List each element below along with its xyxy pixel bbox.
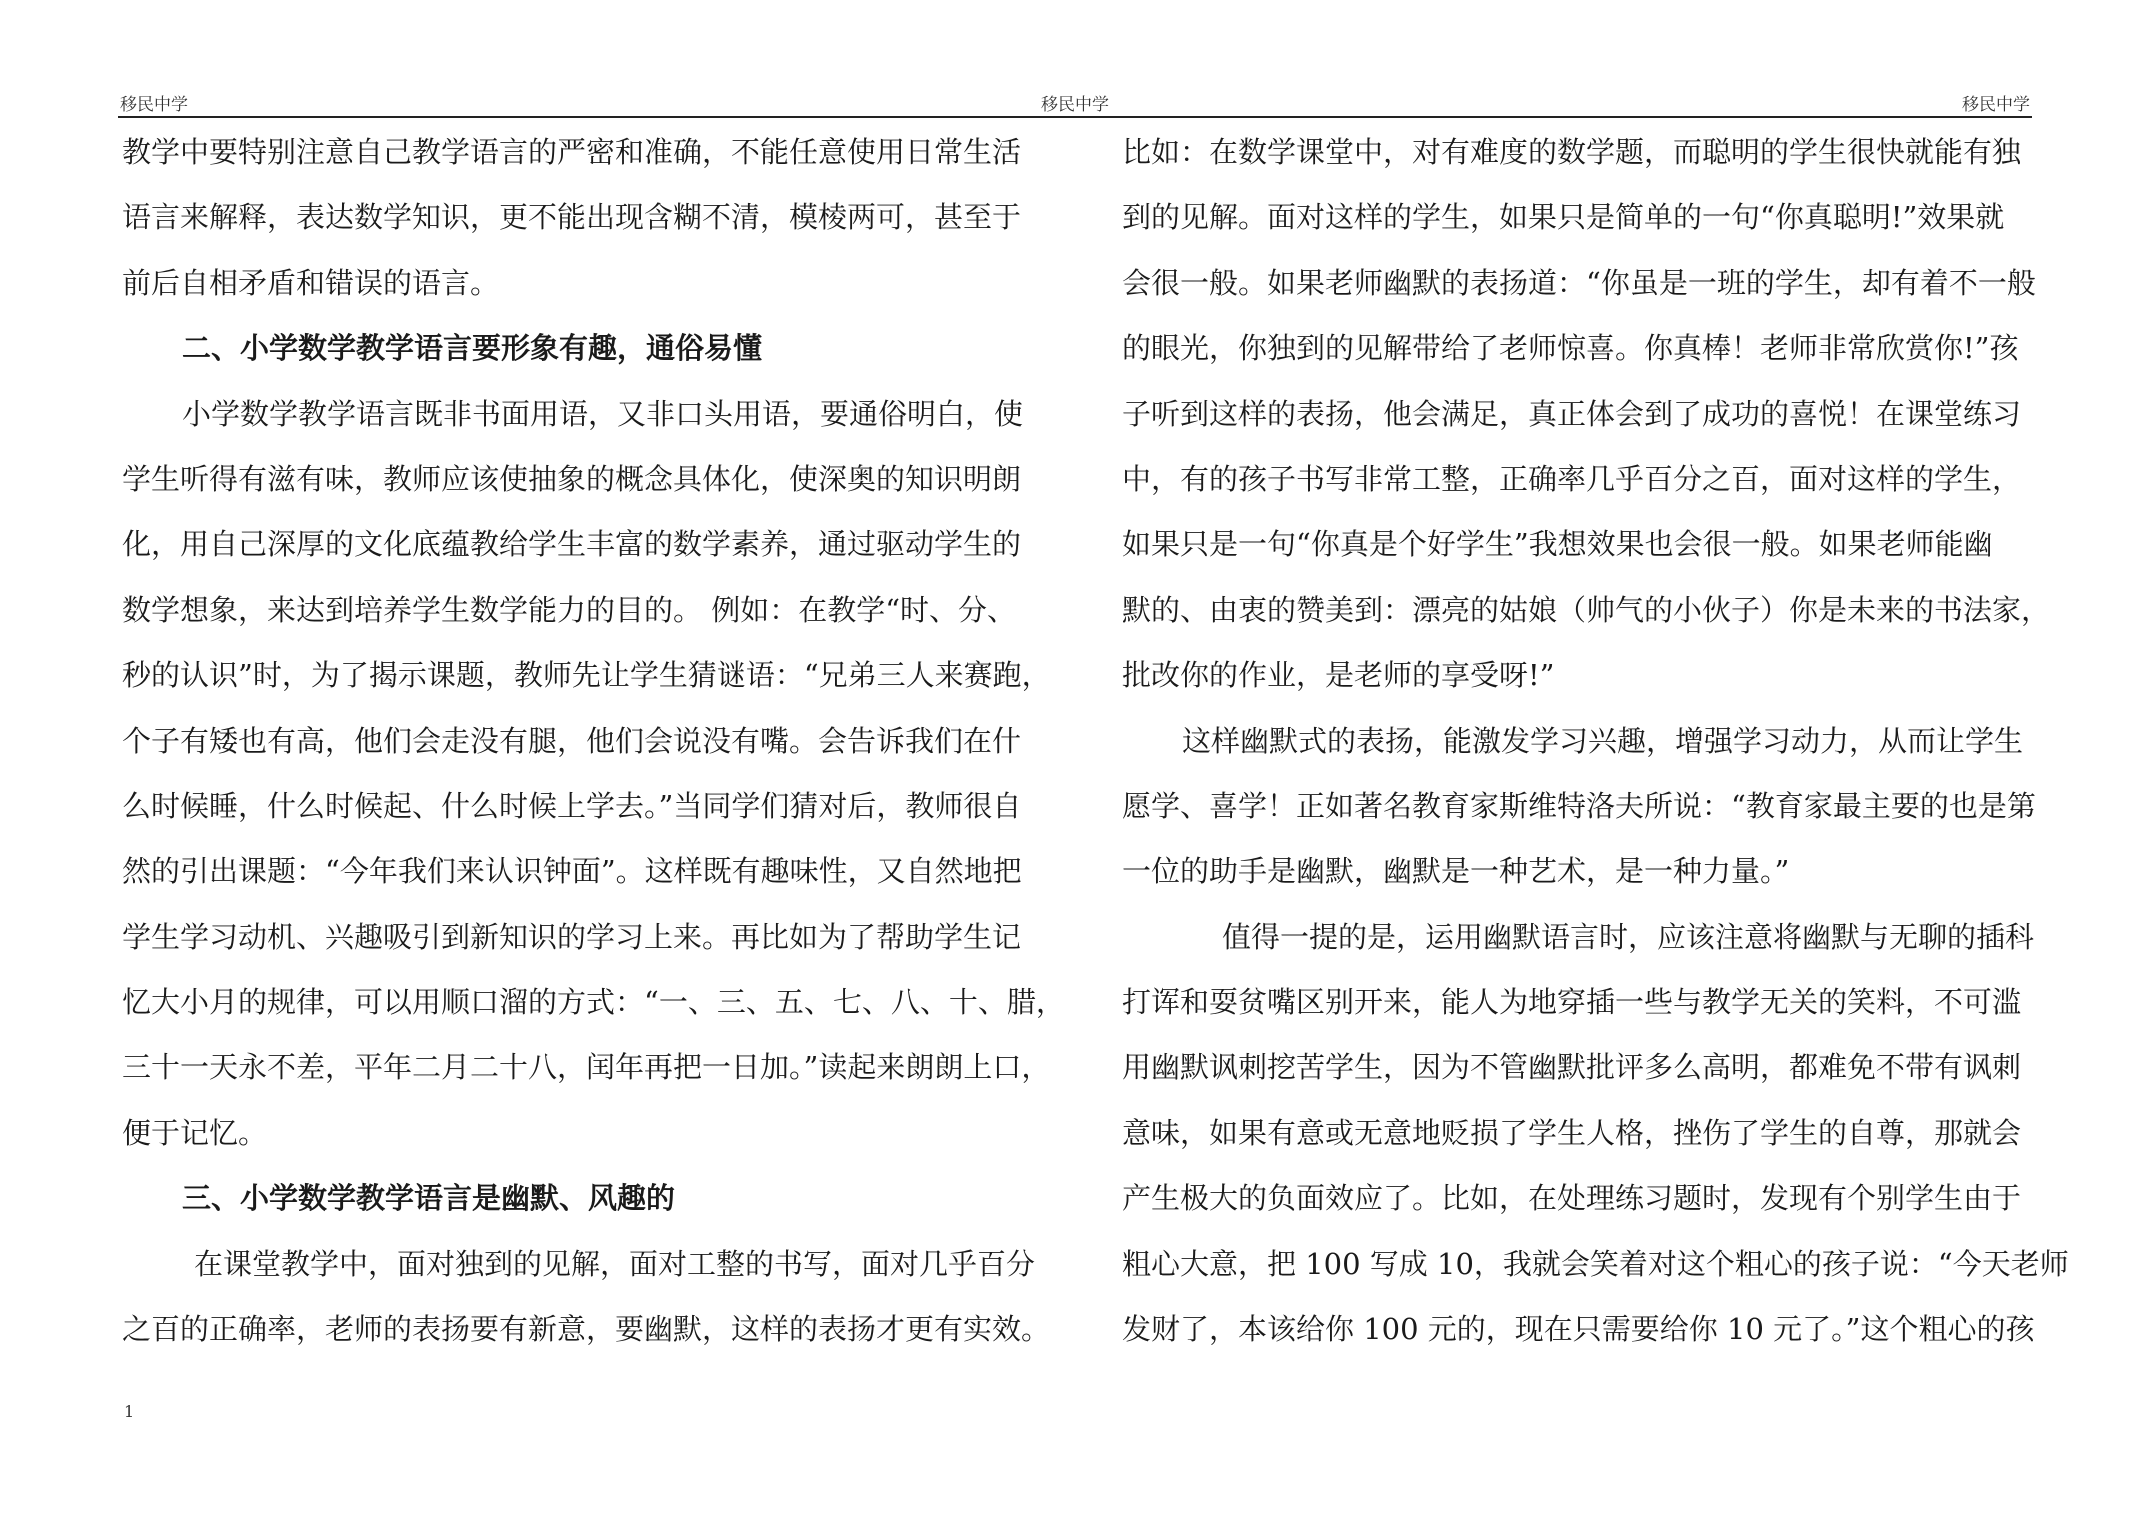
text-line: 产生极大的负面效应了。比如，在处理练习题时，发现有个别学生由于 [1122,1181,2022,1216]
text-line: 学生学习动机、兴趣吸引到新知识的学习上来。再比如为了帮助学生记 [122,919,1022,954]
page-header [120,90,2030,116]
text-line: 之百的正确率，老师的表扬要有新意，要幽默，这样的表扬才更有实效。 [122,1312,1051,1347]
text-line: 忆大小月的规律，可以用顺口溜的方式：“一、三、五、七、八、十、腊， [122,985,1065,1020]
text-line: 到的见解。面对这样的学生，如果只是简单的一句“你真聪明!”效果就 [1122,200,2005,235]
text-line: 值得一提的是，运用幽默语言时，应该注意将幽默与无聊的插科 [1222,919,2035,954]
text-line: 便于记忆。 [122,1115,268,1150]
text-line: 粗心大意，把 100 写成 10，我就会笑着对这个粗心的孩子说：“今天老师 [1122,1246,2069,1281]
text-line: 化，用自己深厚的文化底蕴教给学生丰富的数学素养，通过驱动学生的 [122,527,1022,562]
text-line: 默的、由衷的赞美到：漂亮的姑娘（帅气的小伙子）你是未来的书法家， [1122,592,2051,627]
section-heading-3: 三、小学数学教学语言是幽默、风趣的 [182,1181,676,1216]
text-line: 语言来解释，表达数学知识，更不能出现含糊不清，模棱两可，甚至于 [122,200,1022,235]
text-line: 的眼光，你独到的见解带给了老师惊喜。你真棒！老师非常欣赏你!”孩 [1122,331,2019,366]
text-line: 教学中要特别注意自己教学语言的严密和准确，不能任意使用日常生活 [122,135,1022,169]
right-column [1122,120,2069,1362]
header-center-label: 移民中学 [1041,95,1109,115]
text-line: 打诨和耍贫嘴区别开来，能人为地穿插一些与教学无关的笑料，不可滥 [1122,985,2022,1020]
text-line: 会很一般。如果老师幽默的表扬道：“你虽是一班的学生，却有着不一般 [1122,265,2036,300]
text-line: 比如：在数学课堂中，对有难度的数学题，而聪明的学生很快就能有独 [1122,135,2022,169]
text-line: 子听到这样的表扬，他会满足，真正体会到了成功的喜悦！在课堂练习 [1122,396,2022,431]
text-line: 发财了，本该给你 100 元的，现在只需要给你 10 元了。”这个粗心的孩 [1122,1312,2035,1347]
text-line: 意味，如果有意或无意地贬损了学生人格，挫伤了学生的自尊，那就会 [1122,1115,2022,1150]
text-line: 中，有的孩子书写非常工整，正确率几乎百分之百，面对这样的学生， [1122,461,2022,496]
text-line: 一位的助手是幽默，幽默是一种艺术，是一种力量。” [1122,854,1790,889]
left-column [122,120,1065,1362]
text-line: 愿学、喜学！正如著名教育家斯维特洛夫所说：“教育家最主要的也是第 [1122,788,2036,823]
text-line: 小学数学教学语言既非书面用语，又非口头用语，要通俗明白，使 [182,396,1024,431]
section-heading-2: 二、小学数学教学语言要形象有趣，通俗易懂 [182,331,763,366]
text-line: 数学想象，来达到培养学生数学能力的目的。 例如：在教学“时、分、 [122,592,1017,627]
text-line: 这样幽默式的表扬，能激发学习兴趣，增强学习动力，从而让学生 [1182,723,2024,758]
text-line: 在课堂教学中，面对独到的见解，面对工整的书写，面对几乎百分 [194,1246,1036,1281]
text-line: 前后自相矛盾和错误的语言。 [122,265,500,300]
header-left-label: 移民中学 [120,95,188,115]
text-line: 么时候睡，什么时候起、什么时候上学去。”当同学们猜对后，教师很自 [122,788,1022,823]
text-line: 批改你的作业，是老师的享受呀!” [1122,658,1555,693]
text-line: 学生听得有滋有味，教师应该使抽象的概念具体化，使深奥的知识明朗 [122,461,1022,496]
text-line: 然的引出课题：“今年我们来认识钟面”。这样既有趣味性，又自然地把 [122,854,1022,889]
header-right-label: 移民中学 [1962,95,2030,115]
text-line: 三十一天永不差，平年二月二十八，闰年再把一日加。”读起来朗朗上口， [122,1050,1051,1085]
text-line: 用幽默讽刺挖苦学生，因为不管幽默批评多么高明，都难免不带有讽刺 [1122,1050,2022,1085]
text-line: 如果只是一句“你真是个好学生”我想效果也会很一般。如果老师能幽 [1122,527,1993,562]
page-number: 1 [124,1402,135,1421]
header-rule [118,116,2032,118]
text-line: 秒的认识”时，为了揭示课题，教师先让学生猜谜语：“兄弟三人来赛跑， [122,658,1051,693]
text-line: 个子有矮也有高，他们会走没有腿，他们会说没有嘴。会告诉我们在什 [122,723,1022,758]
